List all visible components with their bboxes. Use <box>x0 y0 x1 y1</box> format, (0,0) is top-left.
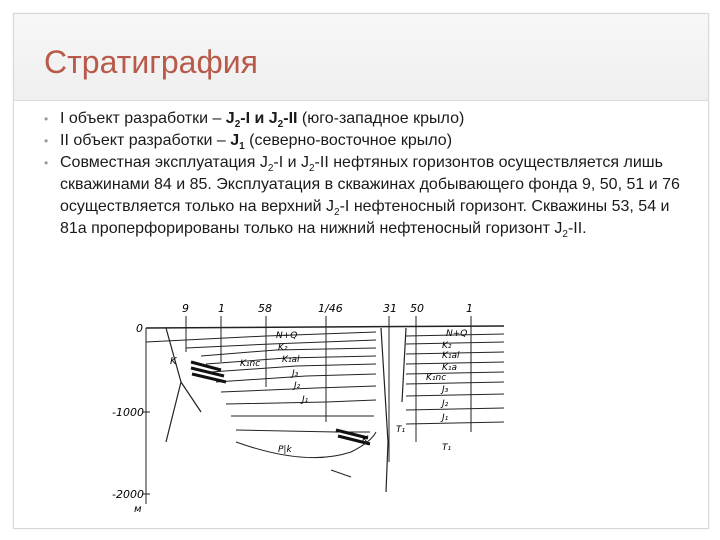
well-label: 31 <box>383 302 397 315</box>
layer-label: K₁nc <box>426 373 447 383</box>
well-label: 9 <box>182 302 189 315</box>
layer-label: J₂ <box>442 399 449 409</box>
well-label: 1/46 <box>318 302 343 315</box>
subscript: 2 <box>562 229 568 241</box>
bullet-bold: J <box>230 132 240 149</box>
layer-label: K₁al <box>282 355 300 365</box>
layer-label: J₁ <box>302 395 309 405</box>
layer-label: T₁ <box>396 425 406 435</box>
layer-label: K <box>170 356 177 367</box>
slide <box>13 13 709 529</box>
title-band <box>14 14 708 101</box>
layer-label: J₁ <box>442 413 449 423</box>
bullet-dot-icon: • <box>44 156 49 170</box>
layer-label: P|k <box>278 445 292 455</box>
depth-label: -2000 <box>112 488 144 501</box>
bullet-text: -II нефтяных горизонтов осуществляется лишь скважинами 84 и 85. Эксплуатация в скважинах добывающего фонда 9, 50, 51 и 76 осуществляется только на верхний J <box>60 154 680 215</box>
depth-label: 0 <box>136 322 143 335</box>
bullet-text: -II. <box>567 220 587 237</box>
well-label: 58 <box>258 302 272 315</box>
surface-line <box>146 326 504 328</box>
layer-label: K₂ <box>442 341 452 351</box>
slide-title: Стратиграфия <box>44 44 258 80</box>
layer-label: N+Q <box>446 329 468 339</box>
bullet-text: II объект разработки – <box>60 132 231 149</box>
subscript: 2 <box>334 207 340 219</box>
layer-label: J₃ <box>292 369 299 379</box>
subscript: 2 <box>308 163 315 175</box>
bullet-text: (юго-западное крыло) <box>297 110 465 127</box>
subscript: 2 <box>277 119 284 131</box>
bullet-dot-icon: • <box>44 112 49 126</box>
stratigraphic-section-diagram <box>106 292 506 524</box>
bullet-text: -I нефтеносный горизонт. Скважины 53, 54 и 81а проперфорированы только на нижний нефтеносный горизонт J <box>60 198 670 237</box>
layer-label: K₁nc <box>240 359 261 369</box>
subscript: 2 <box>267 163 274 175</box>
bullet-item <box>44 108 694 130</box>
layer-label: K₂ <box>278 343 288 353</box>
subscript: 1 <box>239 141 245 153</box>
movement-arrow <box>331 470 351 477</box>
bullet-text: (северно-восточное крыло) <box>244 132 453 149</box>
bullet-bold: -I и J <box>240 110 278 127</box>
right-block-layers <box>406 334 504 424</box>
layer-label: J₂ <box>294 381 301 391</box>
bullet-text: -I и J <box>273 154 309 171</box>
layer-label: J₃ <box>442 385 449 395</box>
well-label: 1 <box>466 302 473 315</box>
layer-label: T₁ <box>442 443 452 453</box>
depth-label: -1000 <box>112 406 144 419</box>
bullet-bold: -II <box>283 110 298 127</box>
bullet-item <box>44 152 694 240</box>
bullet-text: I объект разработки – <box>60 110 226 127</box>
bullet-list <box>44 108 694 240</box>
well-label: 50 <box>410 302 424 315</box>
bullet-dot-icon: • <box>44 134 49 148</box>
well-label: 1 <box>218 302 225 315</box>
layer-label: K₁a <box>442 363 458 373</box>
bullet-text: Совместная эксплуатация J <box>60 154 268 171</box>
bullet-item <box>44 130 694 152</box>
layer-label: K₁al <box>442 351 460 361</box>
layer-label: K <box>362 435 368 445</box>
bullet-bold: J <box>225 110 235 127</box>
layer-label: N+Q <box>276 331 298 341</box>
subscript: 2 <box>234 119 241 131</box>
depth-unit: м <box>134 504 142 515</box>
